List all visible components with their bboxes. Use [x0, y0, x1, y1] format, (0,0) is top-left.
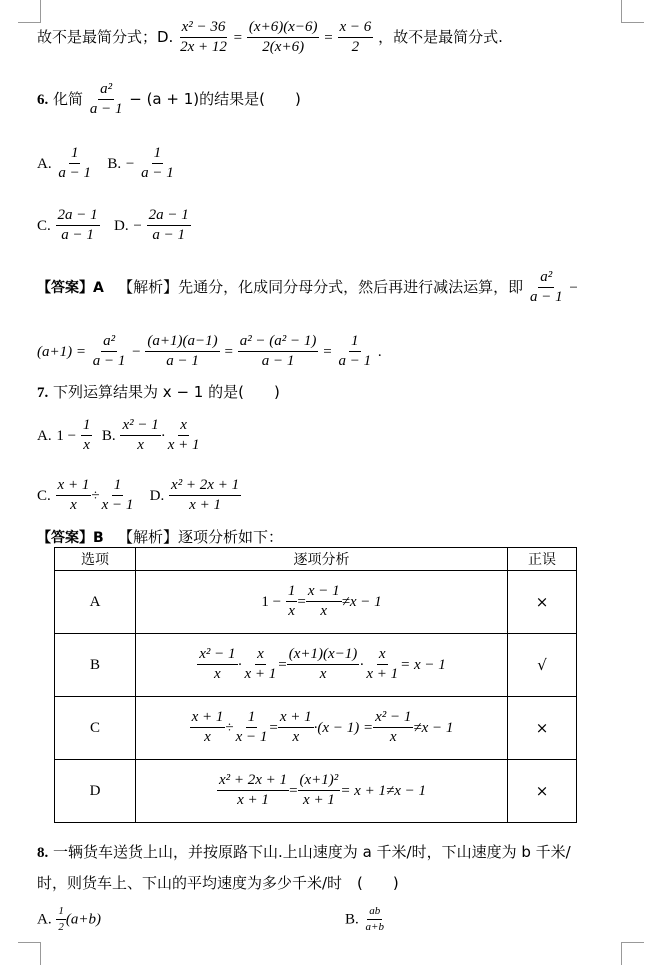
denominator: x — [319, 666, 327, 682]
numerator: 1 — [69, 146, 81, 164]
denominator: x + 1 — [189, 496, 221, 513]
numerator: 1 — [286, 584, 298, 602]
text: 下列运算结果为 x − 1 的是( ) — [53, 383, 280, 401]
answer-tag: 【答案】B — [37, 530, 104, 546]
operator: = — [289, 783, 298, 799]
numerator: x + 1 — [190, 710, 226, 728]
numerator: 2a − 1 — [147, 208, 191, 226]
answer-6-line1: 【答案】A 【解析】先通分，化成同分母分式，然后再进行减法运算，即 $\frac{\text{a²}}{a - 1}$ − — [37, 269, 578, 305]
math-text: ·(x − 1) = — [313, 720, 374, 736]
denominator: a − 1 — [89, 100, 123, 117]
header-option: 选项 — [55, 548, 136, 571]
row-verdict: × — [508, 697, 577, 760]
denominator: 2x + 12 — [180, 38, 227, 55]
fraction — [139, 146, 176, 182]
numerator: 2a − 1 — [56, 208, 100, 226]
text: ，故不是最简分式. — [378, 27, 503, 46]
fraction — [169, 478, 241, 514]
option-label: B. — [345, 911, 359, 928]
numerator: x² − 1 — [120, 418, 160, 436]
denominator: x + 1 — [244, 666, 277, 682]
denominator: 2 — [58, 920, 64, 933]
row-verdict: √ — [508, 634, 577, 697]
denominator: x — [70, 496, 77, 513]
numerator: x − 6 — [338, 20, 374, 38]
denominator: a − 1 — [152, 226, 185, 243]
fraction — [306, 584, 342, 620]
fraction — [338, 20, 374, 56]
numerator: a² − (a² − 1) — [238, 334, 319, 352]
option-label: B. — [101, 427, 116, 444]
operator: = — [278, 657, 287, 673]
math-text: (a+b) — [65, 911, 101, 928]
row-option: B — [55, 634, 136, 697]
fraction — [91, 334, 128, 370]
option-label: C. — [37, 217, 51, 234]
fraction — [217, 773, 289, 809]
math-text: 1 − — [261, 594, 282, 610]
fraction — [238, 334, 319, 370]
fraction — [286, 584, 298, 620]
numerator: 1 — [81, 418, 93, 436]
numerator: x − 1 — [306, 584, 342, 602]
math-text: ≠x − 1 — [341, 594, 382, 610]
fraction — [298, 773, 341, 809]
denominator: a − 1 — [338, 352, 372, 369]
fraction — [56, 146, 93, 182]
option-label: D. — [149, 487, 165, 504]
denominator: x — [83, 436, 90, 453]
denominator: x + 1 — [167, 436, 200, 453]
analysis-text: 【解析】逐项分析如下： — [117, 528, 283, 546]
fraction — [336, 334, 373, 370]
denominator: x — [320, 603, 328, 619]
fraction — [56, 208, 100, 244]
row-analysis: $\frac{\text{x² − 1}}{x}$ · $\frac{x}{x + 1}$ = $\frac{(x+1)(x-1)}{x}$ · $\frac{x}{x + 1}$ = x − 1 — [136, 634, 508, 697]
numerator: a² — [98, 82, 114, 100]
denominator: a − 1 — [92, 352, 126, 369]
fraction — [287, 647, 360, 683]
numerator: 1 — [112, 478, 124, 496]
numerator: a² — [538, 270, 554, 288]
fraction — [197, 647, 237, 683]
fraction — [243, 647, 279, 683]
option-label: D. — [113, 217, 129, 234]
header-analysis: 逐项分析 — [136, 548, 508, 571]
math-text: = x + 1≠x − 1 — [340, 783, 426, 799]
operator: ÷ — [91, 487, 100, 504]
table-row — [55, 571, 577, 634]
denominator: a+b — [365, 920, 384, 933]
denominator: x — [214, 666, 221, 682]
table-row — [55, 760, 577, 823]
option-label: C. — [37, 487, 51, 504]
denominator: x — [389, 729, 397, 745]
table-row — [55, 697, 577, 760]
numerator: x² + 2x + 1 — [169, 478, 241, 496]
fraction — [190, 710, 226, 746]
numerator: (x+1)² — [298, 773, 341, 791]
denominator: x — [292, 729, 300, 745]
fraction — [278, 710, 314, 746]
numerator: x + 1 — [56, 478, 92, 496]
denominator: x — [137, 436, 144, 453]
numerator: x² − 36 — [180, 20, 228, 38]
operator: ÷ — [225, 720, 234, 736]
row-analysis — [136, 697, 508, 760]
fraction — [147, 208, 191, 244]
analysis-table — [54, 547, 577, 823]
math-text: ≠x − 1 — [413, 720, 454, 736]
header-verdict: 正误 — [508, 548, 577, 571]
fraction — [528, 270, 565, 306]
denominator: x + 1 — [237, 792, 269, 808]
page-corner-mark — [621, 942, 644, 965]
numerator: 1 — [246, 710, 258, 728]
text: − (a + 1)的结果是( ) — [129, 89, 301, 108]
sign: − — [133, 217, 142, 234]
numerator: x — [255, 647, 266, 665]
math-text: 1 − — [56, 427, 77, 444]
denominator: 2(x+6) — [262, 38, 305, 55]
row-option: A — [55, 571, 136, 634]
fraction — [364, 647, 400, 683]
question-7-stem — [37, 385, 280, 401]
fraction — [234, 710, 270, 746]
option-label: B. — [107, 155, 122, 172]
denominator: a − 1 — [61, 226, 94, 243]
row-analysis — [136, 760, 508, 823]
row-option: C — [55, 697, 136, 760]
math-text: = x − 1 — [400, 657, 446, 673]
fraction — [166, 418, 202, 454]
text: 时，则货车上、下山的平均速度为多少千米/时 ( ) — [37, 874, 399, 892]
operator: = — [269, 720, 278, 736]
question-6-options-ab — [37, 146, 176, 182]
period: . — [377, 343, 382, 360]
fraction — [81, 418, 93, 454]
question-7-options-cd — [37, 478, 241, 514]
fraction — [178, 20, 229, 56]
analysis-text: 【解析】先通分，化成同分母分式，然后再进行减法运算，即 — [118, 277, 524, 296]
numerator: x — [377, 647, 388, 665]
numerator: (x+6)(x−6) — [247, 20, 320, 38]
fraction — [56, 478, 92, 514]
operator: = — [297, 594, 306, 610]
numerator: (x+1)(x−1) — [287, 647, 360, 665]
denominator: a − 1 — [529, 288, 563, 305]
denominator: 2 — [351, 38, 360, 55]
question-8-line2 — [37, 876, 399, 891]
option-label: A. — [37, 911, 52, 928]
numerator: x + 1 — [278, 710, 314, 728]
question-number: 6. — [37, 91, 49, 108]
fraction — [120, 418, 160, 454]
numerator: 1 — [349, 334, 361, 352]
text: 一辆货车送货上山，并按原路下山.上山速度为 a 千米/时，下山速度为 b 千米/ — [53, 843, 571, 861]
numerator: x — [178, 418, 189, 436]
fraction — [247, 20, 320, 56]
denominator: a − 1 — [58, 164, 91, 181]
math-text: (a+1) = — [37, 343, 86, 360]
denominator: x — [288, 603, 295, 619]
option-label: A. — [37, 155, 52, 172]
denominator: a − 1 — [166, 352, 199, 369]
sign: − — [125, 155, 135, 172]
fraction — [364, 906, 386, 933]
numerator: (a+1)(a−1) — [145, 334, 219, 352]
question-8-line1 — [37, 845, 571, 861]
question-8-option-b — [345, 906, 386, 933]
numerator: 1 — [152, 146, 164, 164]
table-row — [55, 634, 577, 697]
question-number: 8. — [37, 845, 49, 861]
page-corner-mark — [621, 0, 644, 23]
denominator: x + 1 — [366, 666, 399, 682]
page-corner-mark — [18, 942, 41, 965]
question-number: 7. — [37, 385, 49, 401]
question-6-stem — [37, 82, 301, 118]
numerator: 1 — [56, 906, 66, 920]
fraction — [373, 710, 413, 746]
answer-tag: 【答案】A — [37, 279, 104, 296]
question-6-options-cd — [37, 208, 191, 244]
question-7-options-ab: A. 1 − $\frac{1}{x}$ B. $\frac{\text{x² − 1}}{x}$ · $\frac{x}{x + 1}$ — [37, 417, 200, 453]
question-8-option-a — [37, 906, 101, 933]
option-label: A. — [37, 427, 52, 444]
fraction — [100, 478, 136, 514]
fraction — [56, 906, 66, 933]
fraction — [88, 82, 125, 118]
text: 化简 — [53, 89, 84, 108]
answer-7-line — [37, 530, 283, 545]
denominator: x — [204, 729, 211, 745]
numerator: x² − 1 — [197, 647, 237, 665]
numerator: ab — [367, 906, 382, 920]
numerator: x² + 2x + 1 — [217, 773, 289, 791]
table-header-row — [55, 548, 577, 571]
text: 故不是最简分式；D. — [37, 27, 174, 46]
answer-6-line2: (a+1) = $\frac{\text{a²}}{a - 1}$ − $\frac{(a+1)(a-1)}{a - 1}$ = $\frac{\text{a² − (a² − 1)}}{a - 1}$ = $\frac{1}{a - 1}$ . — [37, 333, 382, 369]
numerator: x² − 1 — [373, 710, 413, 728]
fraction — [145, 334, 219, 370]
row-verdict: × — [508, 571, 577, 634]
denominator: a − 1 — [261, 352, 295, 369]
row-analysis — [136, 571, 508, 634]
row-verdict: × — [508, 760, 577, 823]
previous-solution-line: 故不是最简分式；D. $\frac{\text{x² − 36}}{2x + 12}$ = $\frac{(x+6)(x-6)}{2(x+6)}$ = $\frac{x - 6}{2}$ ，故不是最简分式. — [37, 19, 503, 55]
denominator: x − 1 — [235, 729, 268, 745]
numerator: a² — [101, 334, 117, 352]
denominator: x + 1 — [303, 792, 335, 808]
denominator: a − 1 — [141, 164, 174, 181]
row-option: D — [55, 760, 136, 823]
denominator: x − 1 — [101, 496, 134, 513]
